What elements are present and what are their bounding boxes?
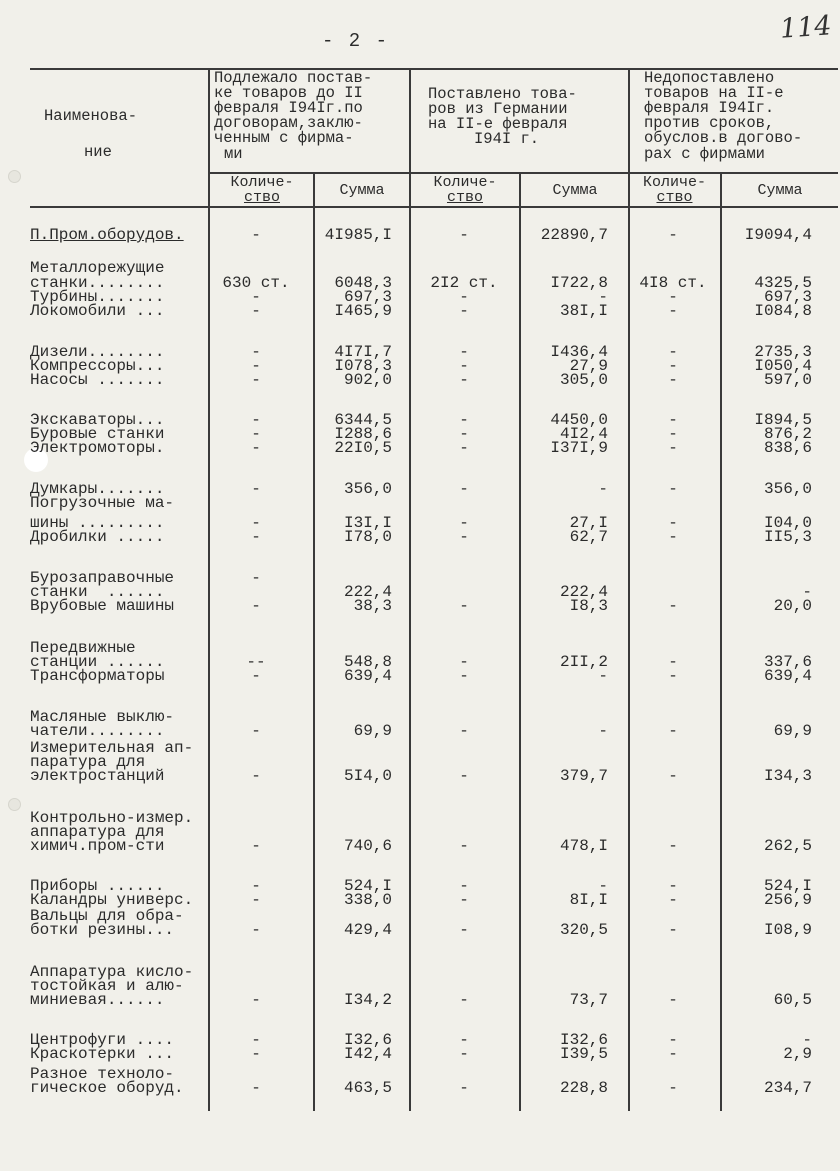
row-name-cell: станции ...... <box>30 653 165 671</box>
row-value-cell: - <box>598 722 608 740</box>
row-name-cell: Турбины....... <box>30 288 165 306</box>
row-value-cell: - <box>668 288 678 306</box>
row-value-cell: - <box>459 439 469 457</box>
row-value-cell: 69,9 <box>353 722 392 740</box>
row-value-cell: - <box>251 439 261 457</box>
row-value-cell: I04,0 <box>763 514 812 532</box>
row-value-cell: 524,I <box>763 877 812 895</box>
row-name-cell: Вальцы для обра- <box>30 907 184 925</box>
row-name-cell: гическое оборуд. <box>30 1079 184 1097</box>
row-value-cell: II5,3 <box>763 528 812 546</box>
row-value-cell: 2I2 ст. <box>430 274 498 292</box>
row-value-cell: - <box>251 343 261 361</box>
row-name-cell: ботки резины... <box>30 921 175 939</box>
row-value-cell: - <box>668 891 678 909</box>
row-value-cell: - <box>459 921 469 939</box>
row-value-cell: - <box>668 921 678 939</box>
row-value-cell: - <box>251 1045 261 1063</box>
row-name-cell: Погрузочные ма- <box>30 494 175 512</box>
row-value-cell: 256,9 <box>763 891 812 909</box>
row-name-cell: Передвижные <box>30 639 136 657</box>
row-value-cell: - <box>459 480 469 498</box>
header-delivered-line: на II-е февраля <box>428 115 568 133</box>
row-value-cell: - <box>251 991 261 1009</box>
row-name-cell: Думкары....... <box>30 480 165 498</box>
subheader-sum: Сумма <box>552 182 598 199</box>
row-name-cell: шины ......... <box>30 514 165 532</box>
row-value-cell: - <box>668 528 678 546</box>
row-value-cell: - <box>459 991 469 1009</box>
row-value-cell: 27,I <box>569 514 608 532</box>
row-value-cell: 234,7 <box>763 1079 812 1097</box>
row-value-cell: - <box>251 226 261 244</box>
row-value-cell: 356,0 <box>343 480 392 498</box>
row-value-cell: - <box>251 480 261 498</box>
row-value-cell: - <box>668 371 678 389</box>
row-value-cell: - <box>668 439 678 457</box>
row-name-cell: Аппаратура кисло- <box>30 963 194 981</box>
row-value-cell: -- <box>246 653 266 671</box>
row-value-cell: - <box>459 1079 469 1097</box>
row-value-cell: 320,5 <box>559 921 608 939</box>
row-value-cell: - <box>459 597 469 615</box>
row-value-cell: - <box>598 667 608 685</box>
row-value-cell: - <box>251 921 261 939</box>
row-value-cell: 429,4 <box>343 921 392 939</box>
row-value-cell: - <box>251 597 261 615</box>
row-value-cell: - <box>251 877 261 895</box>
row-value-cell: I37I,9 <box>550 439 608 457</box>
row-value-cell: I39,5 <box>559 1045 608 1063</box>
row-value-cell: - <box>668 226 678 244</box>
row-name-cell: паратура для <box>30 753 146 771</box>
row-value-cell: - <box>251 425 261 443</box>
row-name-cell: химич.пром-сти <box>30 837 165 855</box>
row-value-cell: - <box>251 569 261 587</box>
row-value-cell: 4325,5 <box>754 274 812 292</box>
row-value-cell: 597,0 <box>763 371 812 389</box>
row-value-cell: - <box>668 343 678 361</box>
row-value-cell: 6048,3 <box>334 274 392 292</box>
row-value-cell: - <box>668 480 678 498</box>
subheader-sum: Сумма <box>339 182 385 199</box>
row-name-cell: Краскотерки ... <box>30 1045 175 1063</box>
row-value-cell: - <box>459 722 469 740</box>
row-value-cell: - <box>802 1031 812 1049</box>
row-value-cell: 356,0 <box>763 480 812 498</box>
column-divider <box>313 172 315 1111</box>
row-value-cell: - <box>459 357 469 375</box>
archive-number: 114 <box>778 10 833 45</box>
header-bottom-rule <box>30 206 838 208</box>
row-name-cell: Электромоторы. <box>30 439 165 457</box>
row-value-cell: - <box>668 877 678 895</box>
row-value-cell: 20,0 <box>773 597 812 615</box>
row-value-cell: 697,3 <box>343 288 392 306</box>
row-value-cell: - <box>668 514 678 532</box>
row-value-cell: I436,4 <box>550 343 608 361</box>
header-undelivered-line: товаров на II-е <box>644 84 784 102</box>
row-value-cell: 478,I <box>559 837 608 855</box>
row-value-cell: 4I2,4 <box>559 425 608 443</box>
header-delivered-line: I94I г. <box>474 130 540 148</box>
row-name-cell: Трансформаторы <box>30 667 165 685</box>
row-value-cell: - <box>668 357 678 375</box>
row-value-cell: I288,6 <box>334 425 392 443</box>
row-value-cell: - <box>459 371 469 389</box>
row-value-cell: - <box>251 891 261 909</box>
row-value-cell: - <box>251 528 261 546</box>
row-value-cell: 639,4 <box>763 667 812 685</box>
row-value-cell: I78,0 <box>343 528 392 546</box>
header-undelivered-line: февраля I94Iг. <box>644 99 775 117</box>
header-ordered-line: договорам,заклю- <box>214 114 363 132</box>
header-delivered-line: ров из Германии <box>428 100 568 118</box>
row-value-cell: - <box>668 991 678 1009</box>
subheader-quantity: Количе- <box>230 174 294 191</box>
row-value-cell: - <box>251 1079 261 1097</box>
row-value-cell: 222,4 <box>343 583 392 601</box>
row-value-cell: 6344,5 <box>334 411 392 429</box>
row-value-cell: - <box>668 837 678 855</box>
row-value-cell: 262,5 <box>763 837 812 855</box>
row-value-cell: - <box>251 667 261 685</box>
row-name-cell: Дробилки ..... <box>30 528 165 546</box>
page-number: - 2 - <box>322 30 390 52</box>
row-value-cell: - <box>668 1079 678 1097</box>
header-undelivered-line: против сроков, <box>644 114 775 132</box>
row-value-cell: - <box>668 722 678 740</box>
row-value-cell: - <box>668 411 678 429</box>
row-value-cell: 69,9 <box>773 722 812 740</box>
row-name-cell: станки........ <box>30 274 165 292</box>
row-value-cell: 228,8 <box>559 1079 608 1097</box>
subheader-quantity: ство <box>243 189 280 206</box>
row-value-cell: - <box>459 837 469 855</box>
column-divider <box>519 172 521 1111</box>
row-name-cell: Контрольно-измер. <box>30 809 194 827</box>
row-value-cell: 463,5 <box>343 1079 392 1097</box>
row-value-cell: 524,I <box>343 877 392 895</box>
row-name-cell: тостойкая и алю- <box>30 977 184 995</box>
row-value-cell: - <box>459 514 469 532</box>
header-name-2: ние <box>84 143 112 161</box>
row-name-cell: миниевая...... <box>30 991 165 1009</box>
row-value-cell: I8,3 <box>569 597 608 615</box>
row-value-cell: 27,9 <box>569 357 608 375</box>
row-value-cell: I465,9 <box>334 302 392 320</box>
row-value-cell: - <box>598 877 608 895</box>
row-value-cell: 697,3 <box>763 288 812 306</box>
row-value-cell: - <box>459 877 469 895</box>
row-value-cell: 38I,I <box>559 302 608 320</box>
binding-hole <box>8 170 21 183</box>
row-name-cell: аппаратура для <box>30 823 165 841</box>
row-value-cell: - <box>251 357 261 375</box>
row-name-cell: Компрессоры... <box>30 357 165 375</box>
row-value-cell: - <box>668 1031 678 1049</box>
row-value-cell: - <box>459 302 469 320</box>
row-value-cell: I084,8 <box>754 302 812 320</box>
row-value-cell: I08,9 <box>763 921 812 939</box>
row-name-cell: Дизели........ <box>30 343 165 361</box>
row-value-cell: I894,5 <box>754 411 812 429</box>
row-value-cell: 4450,0 <box>550 411 608 429</box>
row-value-cell: 4I8 ст. <box>639 274 707 292</box>
row-value-cell: 639,4 <box>343 667 392 685</box>
row-value-cell: - <box>459 425 469 443</box>
row-value-cell: - <box>459 411 469 429</box>
header-undelivered-line: Недопоставлено <box>644 69 775 87</box>
row-value-cell: I34,3 <box>763 767 812 785</box>
row-value-cell: 222,4 <box>559 583 608 601</box>
header-ordered-line: ми <box>224 145 243 163</box>
row-value-cell: - <box>459 1045 469 1063</box>
row-value-cell: - <box>459 226 469 244</box>
row-value-cell: - <box>668 597 678 615</box>
row-value-cell: I32,6 <box>343 1031 392 1049</box>
row-value-cell: - <box>251 514 261 532</box>
row-name-cell: Металлорежущие <box>30 259 165 277</box>
row-value-cell: 62,7 <box>569 528 608 546</box>
row-value-cell: - <box>668 653 678 671</box>
row-value-cell: 548,8 <box>343 653 392 671</box>
column-divider <box>628 68 630 1111</box>
row-value-cell: 379,7 <box>559 767 608 785</box>
row-value-cell: 22I0,5 <box>334 439 392 457</box>
row-value-cell: 60,5 <box>773 991 812 1009</box>
row-name-cell: Масляные выклю- <box>30 708 175 726</box>
row-value-cell: - <box>598 288 608 306</box>
row-value-cell: 2II,2 <box>559 653 608 671</box>
row-value-cell: - <box>459 667 469 685</box>
row-value-cell: - <box>459 767 469 785</box>
row-value-cell: 4I985,I <box>324 226 392 244</box>
row-value-cell: - <box>668 1045 678 1063</box>
row-value-cell: - <box>251 767 261 785</box>
row-value-cell: - <box>251 837 261 855</box>
row-value-cell: I078,3 <box>334 357 392 375</box>
row-value-cell: 902,0 <box>343 371 392 389</box>
row-name-cell: Приборы ...... <box>30 877 165 895</box>
header-ordered-line: февраля I94Iг.по <box>214 99 363 117</box>
row-value-cell: 305,0 <box>559 371 608 389</box>
row-value-cell: - <box>251 288 261 306</box>
row-value-cell: I32,6 <box>559 1031 608 1049</box>
row-value-cell: - <box>459 528 469 546</box>
row-value-cell: - <box>802 583 812 601</box>
subheader-sum: Сумма <box>757 182 803 199</box>
row-value-cell: I34,2 <box>343 991 392 1009</box>
header-delivered-line: Поставлено това- <box>428 85 577 103</box>
row-value-cell: - <box>668 667 678 685</box>
row-name-cell: станки ...... <box>30 583 165 601</box>
row-name-cell: чатели........ <box>30 722 165 740</box>
row-value-cell: I050,4 <box>754 357 812 375</box>
row-value-cell: 876,2 <box>763 425 812 443</box>
header-undelivered-line: рах с фирмами <box>644 145 765 163</box>
row-name-cell: Измерительная ап- <box>30 739 194 757</box>
header-name-1: Наименова- <box>44 107 138 125</box>
row-name-cell: Врубовые машины <box>30 597 175 615</box>
row-value-cell: - <box>251 1031 261 1049</box>
row-value-cell: - <box>251 371 261 389</box>
row-value-cell: 5I4,0 <box>343 767 392 785</box>
row-value-cell: 2,9 <box>783 1045 812 1063</box>
row-value-cell: 38,3 <box>353 597 392 615</box>
row-name-cell: Каландры универс. <box>30 891 194 909</box>
row-value-cell: I9094,4 <box>744 226 812 244</box>
row-value-cell: - <box>459 343 469 361</box>
row-value-cell: 73,7 <box>569 991 608 1009</box>
header-ordered-line: ке товаров до II <box>214 84 363 102</box>
subheader-rule <box>210 172 838 174</box>
row-value-cell: 630 ст. <box>222 274 290 292</box>
subheader-quantity: ство <box>656 189 693 206</box>
header-ordered-line: ченным с фирма- <box>214 129 354 147</box>
row-value-cell: - <box>251 411 261 429</box>
row-value-cell: - <box>459 288 469 306</box>
column-divider <box>409 68 411 1111</box>
row-name-cell: Насосы ....... <box>30 371 165 389</box>
row-value-cell: I3I,I <box>343 514 392 532</box>
subheader-quantity: Количе- <box>642 174 706 191</box>
row-value-cell: 4I7I,7 <box>334 343 392 361</box>
row-value-cell: - <box>251 722 261 740</box>
row-name-cell: Бурозаправочные <box>30 569 175 587</box>
row-name-cell: Буровые станки <box>30 425 165 443</box>
row-value-cell: - <box>668 302 678 320</box>
row-value-cell: - <box>459 653 469 671</box>
binding-hole <box>8 798 21 811</box>
row-value-cell: 8I,I <box>569 891 608 909</box>
row-value-cell: 2735,3 <box>754 343 812 361</box>
row-value-cell: 22890,7 <box>540 226 608 244</box>
header-undelivered-line: обуслов.в догово- <box>644 129 803 147</box>
subheader-quantity: ство <box>446 189 483 206</box>
row-value-cell: 838,6 <box>763 439 812 457</box>
row-name-cell: Разное техноло- <box>30 1065 175 1083</box>
row-value-cell: - <box>459 891 469 909</box>
row-name-cell: П.Пром.оборудов. <box>30 226 184 244</box>
row-value-cell: - <box>251 302 261 320</box>
row-value-cell: 337,6 <box>763 653 812 671</box>
row-name-cell: Экскаваторы... <box>30 411 165 429</box>
row-value-cell: - <box>459 1031 469 1049</box>
row-value-cell: I42,4 <box>343 1045 392 1063</box>
header-ordered-line: Подлежало постав- <box>214 69 373 87</box>
row-value-cell: - <box>668 425 678 443</box>
row-value-cell: - <box>668 767 678 785</box>
row-value-cell: 338,0 <box>343 891 392 909</box>
row-name-cell: электростанций <box>30 767 165 785</box>
row-name-cell: Центрофуги .... <box>30 1031 175 1049</box>
row-value-cell: 740,6 <box>343 837 392 855</box>
row-name-cell: Локомобили ... <box>30 302 165 320</box>
row-value-cell: - <box>598 480 608 498</box>
row-value-cell: I722,8 <box>550 274 608 292</box>
subheader-quantity: Количе- <box>433 174 497 191</box>
